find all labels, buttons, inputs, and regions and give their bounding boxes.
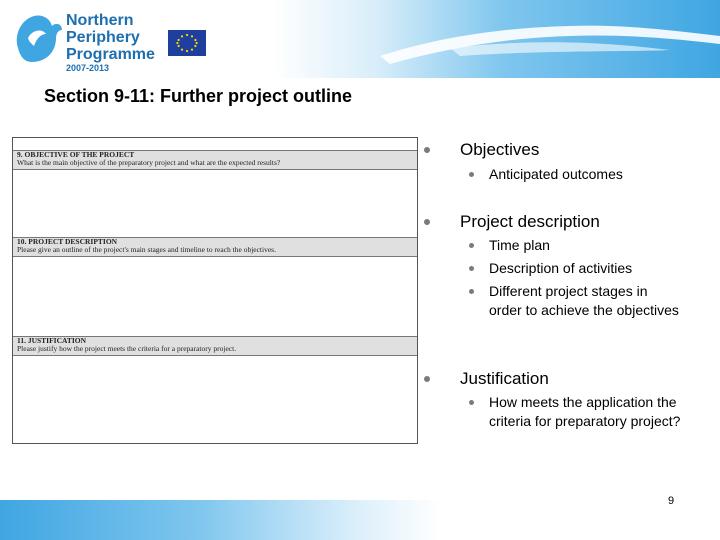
bullet-objectives bbox=[460, 140, 539, 160]
logo-line2: Periphery bbox=[66, 29, 140, 46]
bullet-dot-icon bbox=[424, 376, 430, 382]
sub-bullet bbox=[489, 165, 689, 184]
form-section-heading: 11. JUSTIFICATION bbox=[17, 336, 87, 345]
logo-line3: Programme bbox=[66, 46, 155, 63]
form-section-10 bbox=[13, 237, 417, 257]
bullet-label: Objectives bbox=[460, 140, 540, 159]
bullet-dot-icon bbox=[424, 219, 430, 225]
bullet-dot-icon bbox=[424, 147, 430, 153]
form-section-heading: 9. OBJECTIVE OF THE PROJECT bbox=[17, 150, 135, 159]
form-section-9 bbox=[13, 150, 417, 170]
bullet-dot-icon bbox=[469, 172, 474, 177]
form-image bbox=[12, 137, 418, 444]
sub-bullet-label: Time plan bbox=[489, 237, 550, 253]
footer-band bbox=[0, 500, 440, 540]
sub-bullet bbox=[489, 236, 689, 255]
coastline-graphic bbox=[370, 10, 720, 78]
bullet-label: Project description bbox=[460, 212, 600, 231]
bullet-dot-icon bbox=[469, 266, 474, 271]
form-section-heading: 10. PROJECT DESCRIPTION bbox=[17, 237, 118, 246]
logo-line1: Northern bbox=[66, 12, 134, 29]
bullet-dot-icon bbox=[469, 243, 474, 248]
page-number: 9 bbox=[668, 495, 675, 507]
bullet-justification bbox=[460, 369, 549, 389]
bullet-project-description bbox=[460, 212, 600, 232]
sub-bullet-label: Different project stages in order to achieve the objectives bbox=[489, 283, 679, 318]
form-section-question: Please give an outline of the project's main stages and timeline to reach the objectives. bbox=[17, 245, 276, 254]
logo-text bbox=[66, 12, 155, 63]
sub-bullet-label: Description of activities bbox=[489, 260, 633, 276]
page-title: Section 9-11: Further project outline bbox=[44, 86, 353, 106]
sub-bullet-label: Anticipated outcomes bbox=[489, 166, 623, 182]
eu-flag-icon bbox=[168, 30, 206, 56]
sub-bullet bbox=[489, 393, 684, 431]
form-section-question: What is the main objective of the preparatory project and what are the expected results? bbox=[17, 158, 281, 167]
bullet-dot-icon bbox=[469, 400, 474, 405]
sub-bullet-label: How meets the application the criteria for preparatory project? bbox=[489, 394, 681, 429]
header-band bbox=[0, 0, 720, 78]
sub-bullet bbox=[489, 259, 689, 278]
form-section-11 bbox=[13, 336, 417, 356]
logo-years: 2007-2013 bbox=[66, 63, 110, 73]
bullet-dot-icon bbox=[469, 289, 474, 294]
form-section-question: Please justify how the project meets the criteria for a preparatory project. bbox=[17, 344, 237, 353]
bullet-label: Justification bbox=[460, 369, 549, 388]
sub-bullet bbox=[489, 282, 679, 320]
